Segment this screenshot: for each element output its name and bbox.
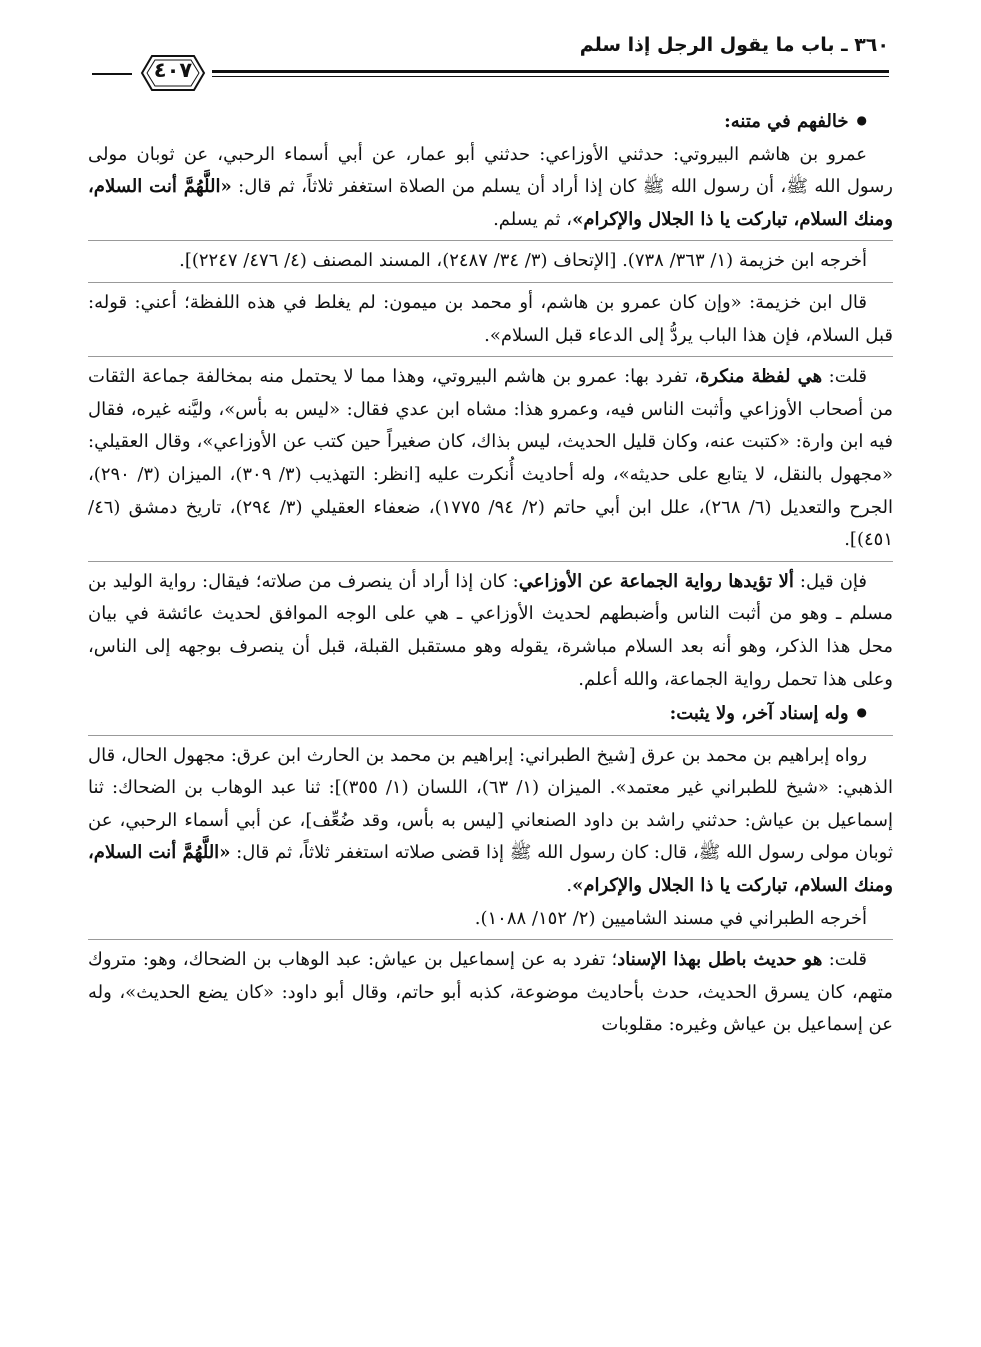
header-rule-thick [212,70,889,73]
divider [88,561,893,562]
citation-paragraph: أخرجه الطبراني في مسند الشاميين (٢/ ١٥٢/ ١٠٨٨). [474,907,867,929]
divider [88,282,893,283]
divider [88,356,893,357]
text-run: . [566,875,573,897]
header-rule-thin [212,76,889,77]
text-run: فإن قيل: [793,570,867,592]
section-heading [88,696,893,731]
bullet-icon: ● [856,705,867,720]
text-run: ؛ تفرد به عن إسماعيل بن عياش: عبد الوهاب بن الضحاك، وهو: متروك متهم، كان يسرق الحديث، حدث بأحاديث موضوعة، كذبه أبو حاتم، وقال أبو داود: «كان يضع الحديث»، وله عن إسماعيل بن عياش وغيره: مقلوبات [88,949,893,1036]
ruling-text: هو حديث باطل بهذا الإسناد [617,949,823,971]
divider [88,939,893,940]
page-body [88,104,893,1042]
paragraph [88,361,893,557]
question-text: ألا تؤيدها رواية الجماعة عن الأوزاعي [518,570,794,592]
citation-paragraph: أخرجه ابن خزيمة (١/ ٣٦٣/ ٧٣٨). [الإتحاف (٣/ ٣٤/ ٢٤٨٧)، المسند المصنف (٤/ ٤٧٦/ ٢٢٤٧)]. [179,250,867,272]
heading-text: وله إسناد آخر، ولا يثبت: [669,703,849,725]
hadith-quote: «اللَّهُمَّ أنت السلام، ومنك السلام، تباركت يا ذا الجلال والإكرام» [88,176,893,230]
page-number-badge [132,50,214,96]
ruling-text: هي لفظة منكرة [699,366,823,388]
paragraph [88,566,893,696]
heading-text: خالفهم في متنه: [724,111,849,132]
text-run: : كان إذا أراد أن ينصرف من صلاته؛ فيقال: رواية الوليد بن مسلم ـ وهو من أثبت الناس وأضبطهم لحديث الأوزاعي ـ هي على الوجه الموافق لحديث عائشة في بيان محل هذا الذكر، وهو أنه بعد السلام مباشرة، يقوله وهو مستقبل القبلة، قبل أن ينصرف بوجهه إلى الناس، وعلى هذا تحمل رواية الجماعة، والله أعلم. [88,570,893,690]
divider [88,240,893,241]
text-run: عمرو بن هاشم البيروتي: حدثني الأوزاعي: حدثني أبو عمار، عن أبي أسماء الرحبي، عن ثوبان مولى رسول الله ﷺ، أن رسول الله ﷺ كان إذا أراد أن يسلم من الصلاة استغفر ثلاثاً، ثم قال: [88,143,893,198]
paragraph [88,740,893,903]
hadith-quote: «اللَّهُمَّ أنت السلام، ومنك السلام، تباركت يا ذا الجلال والإكرام» [88,842,893,897]
running-title: ٣٦٠ ـ باب ما يقول الرجل إذا سلم [579,34,889,56]
text-run: قلت: [822,366,867,388]
text-run: ، تفرد بها: عمرو بن هاشم البيروتي، وهذا مما لا يحتمل منه بمخالفة جماعة الثقات من أصحاب الأوزاعي وأثبت الناس فيه، وعمرو هذا: مشاه ابن عدي فقال: «ليس به بأس»، وليَّنه غيره، فقال فيه ابن وارة: «كتبت عنه، وكان قليل الحديث، ليس بذاك، كان صغيراً حين كتب عن الأوزاعي»، وقال العقيلي: «مجهول بالنقل، لا يتابع على حديثه»، وله أحاديث أُنكرت عليه [انظر: التهذيب (٣/ ٣٠٩)، الميزان (٣/ ٢٩٠)، الجرح والتعديل (٦/ ٢٦٨)، علل ابن أبي حاتم (٢/ ٩٤/ ١٧٧٥)، ضعفاء العقيلي (٣/ ٢٩٤)، تاريخ دمشق (٤٦/ ٤٥١)]. [88,366,894,551]
paragraph [88,944,893,1042]
header-rule-left [92,73,132,75]
divider [88,735,893,736]
text-run: ، ثم يسلم. [493,208,573,230]
text-run: قلت: [822,949,867,971]
page-header [92,28,889,88]
paragraph: قال ابن خزيمة: «وإن كان عمرو بن هاشم، أو محمد بن ميمون: لم يغلط في هذه اللفظة؛ أعني: قوله: قبل السلام، فإن هذا الباب يردُّ إلى الدعاء قبل السلام». [88,291,893,346]
section-heading [88,104,893,139]
bullet-icon: ● [856,113,867,127]
text-run: رواه إبراهيم بن محمد بن عرق [شيخ الطبراني: إبراهيم بن محمد بن الحارث ابن عرق: مجهول الحال، قال الذهبي: «شيخ للطبراني غير معتمد». الميزان (١/ ٦٣)، اللسان (١/ ٣٥٥)]: ثنا عبد الوهاب بن الضحاك: ثنا إسماعيل بن عياش: حدثني راشد بن داود الصنعاني [ليس به بأس، وقد ضُعِّف]، عن أبي أسماء الرحبي، عن ثوبان مولى رسول الله ﷺ، قال: كان رسول الله ﷺ إذا قضى صلاته استغفر ثلاثاً، ثم قال: [88,744,893,864]
paragraph [88,139,893,237]
page-number: ٤٠٧ [153,58,193,82]
